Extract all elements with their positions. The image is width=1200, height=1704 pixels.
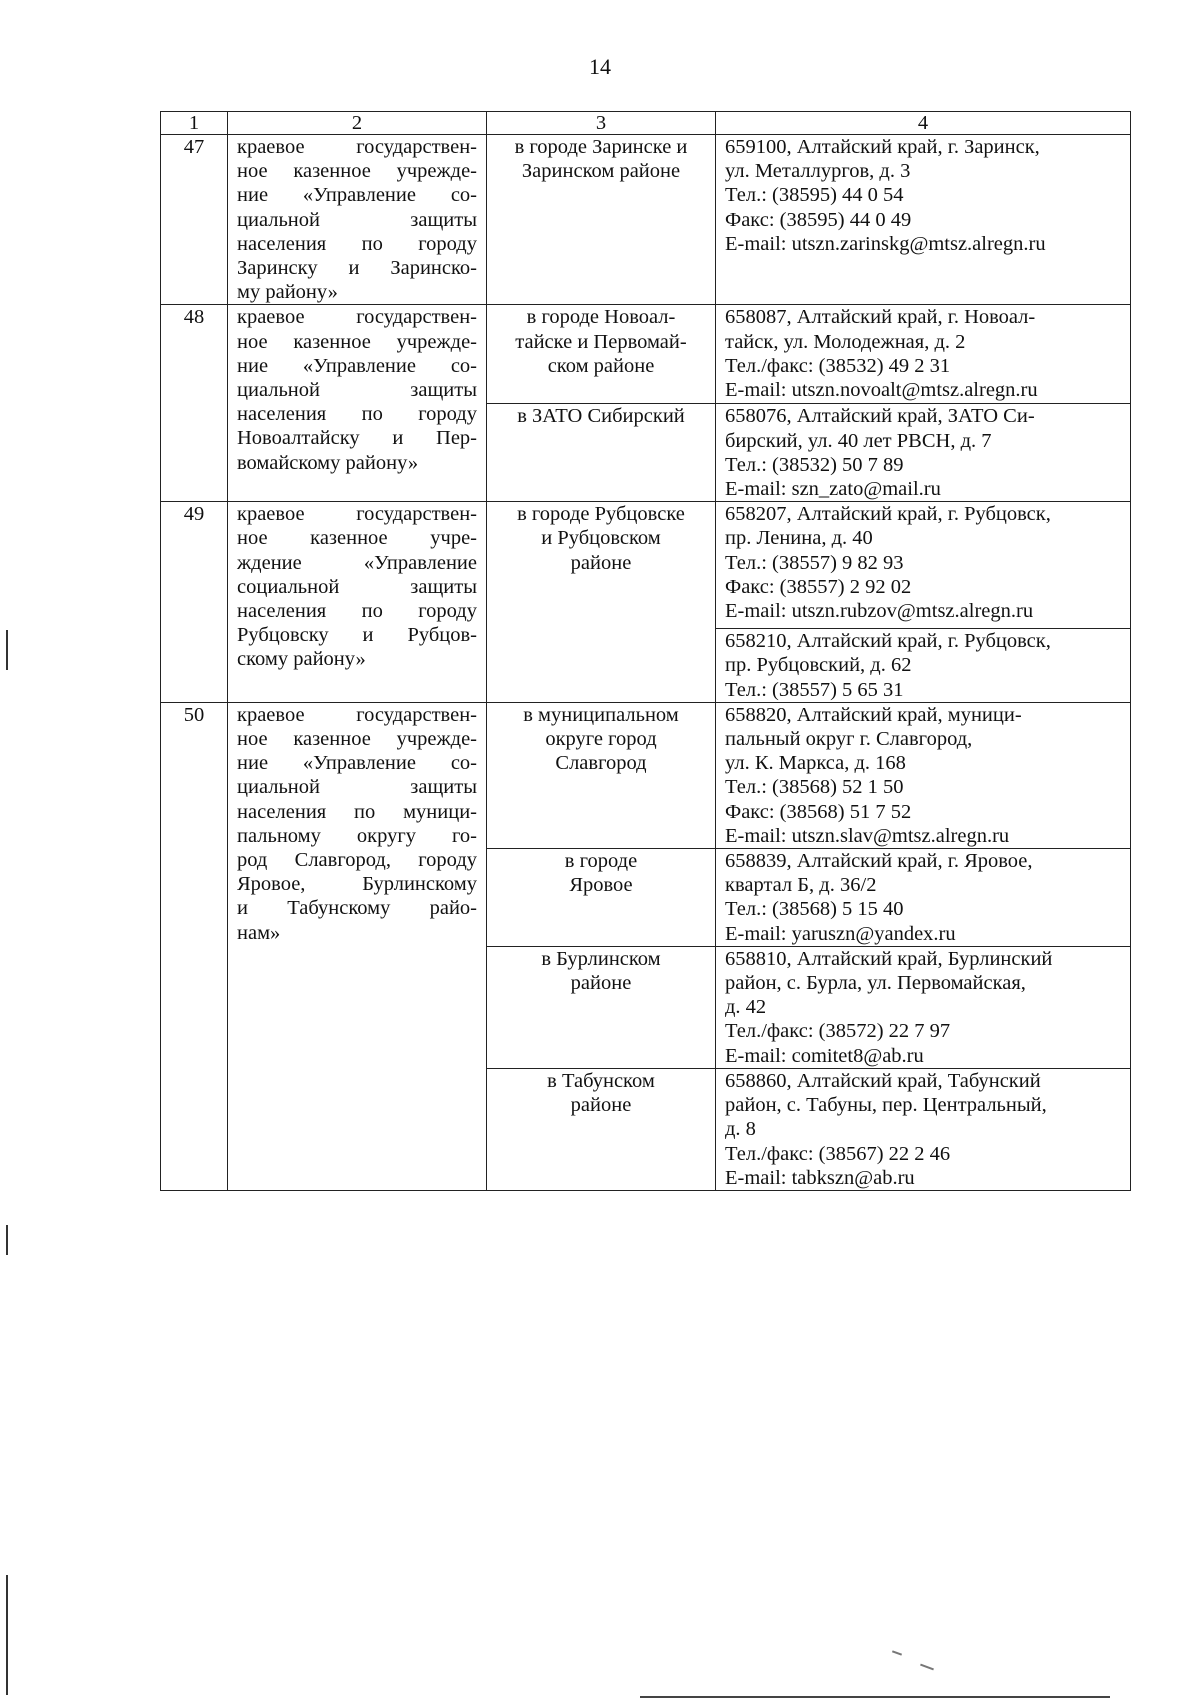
table-row [161,135,1131,305]
text-line: пальному округу го- [237,824,477,847]
text-line: Тел.: (38557) 9 82 93 [725,551,904,574]
text-line: ние «Управление со- [237,354,477,377]
text-line: род Славгород, городу [237,849,477,872]
text-line: краевое государствен- [237,503,477,526]
service-area [487,135,716,305]
table-row [161,702,1131,848]
table-row [161,305,1131,404]
text-line: Славгород [555,752,647,775]
column-header: 1 [161,112,228,135]
text-line: 658860, Алтайский край, Табунский [725,1069,1041,1092]
text-line: E-mail: comitet8@ab.ru [725,1044,924,1067]
text-line: д. 8 [725,1118,756,1141]
text-line: E-mail: utszn.slav@mtsz.alregn.ru [725,824,1010,847]
text-line: циальной защиты [237,208,477,231]
address-list [716,502,1130,702]
text-line: Яровое, Бурлинскому [237,873,477,896]
text-line: 658820, Алтайский край, муници- [725,703,1022,726]
service-area [487,702,716,848]
text-line: E-mail: utszn.rubzov@mtsz.alregn.ru [725,600,1034,623]
text-line: ском районе [547,354,655,377]
text-line: 658087, Алтайский край, г. Новоал- [725,306,1036,329]
text-line: Тел.: (38568) 52 1 50 [725,776,904,799]
text-line: ное казенное учрежде- [237,330,477,353]
text-line: Заринском районе [521,160,681,183]
text-line: округе город [545,728,657,751]
text-line: Факс: (38568) 51 7 52 [725,800,912,823]
header-row [161,112,1131,135]
address-block [716,502,1130,629]
text-line: 658810, Алтайский край, Бурлинский [725,947,1053,970]
row-number: 49 [161,502,228,703]
text-line: 658839, Алтайский край, г. Яровое, [725,850,1033,873]
text-line: пр. Рубцовский, д. 62 [725,654,912,677]
text-line: ное казенное учрежде- [237,728,477,751]
service-area [487,305,716,404]
text-line: пальный округ г. Славгород, [725,728,973,751]
contacts-table [160,111,1131,1191]
text-line: тайске и Первомай- [515,330,687,353]
text-line: район, с. Табуны, пер. Центральный, [725,1094,1047,1117]
contact-details [716,404,1131,502]
organization-name [228,135,487,305]
text-line: вомайскому району» [237,451,419,474]
text-line: циальной защиты [237,379,477,402]
text-line: ул. К. Маркса, д. 168 [725,752,906,775]
text-line: Тел./факс: (38567) 22 2 46 [725,1142,951,1165]
contact-details [716,502,1131,703]
text-line: нам» [237,921,281,944]
service-area [487,502,716,703]
column-header: 3 [487,112,716,135]
text-line: населения по муници- [237,800,477,823]
text-line: E-mail: utszn.zarinskg@mtsz.alregn.ru [725,232,1046,255]
text-line: тайск, ул. Молодежная, д. 2 [725,330,966,353]
table-body [161,112,1131,1191]
text-line: E-mail: yaruszn@yandex.ru [725,922,956,945]
text-line: скому району» [237,648,366,671]
text-line: Факс: (38557) 2 92 02 [725,575,912,598]
text-line: населения по городу [237,600,477,623]
text-line: Рубцовску и Рубцов- [237,624,477,647]
text-line: краевое государствен- [237,703,477,726]
text-line: бирский, ул. 40 лет РВСН, д. 7 [725,429,992,452]
text-line: районе [570,972,632,995]
scan-edge-mark [640,1696,1110,1698]
text-line: район, с. Бурла, ул. Первомайская, [725,972,1026,995]
text-line: циальной защиты [237,776,477,799]
service-area [487,849,716,947]
text-line: 658207, Алтайский край, г. Рубцовск, [725,503,1051,526]
text-line: краевое государствен- [237,306,477,329]
text-line: ждение «Управление [237,551,477,574]
column-header: 2 [228,112,487,135]
text-line: Яровое [569,874,633,897]
text-line: районе [570,1094,632,1117]
text-line: и Табунскому райо- [237,897,477,920]
text-line: социальной защиты [237,575,477,598]
text-line: пр. Ленина, д. 40 [725,527,873,550]
row-number: 48 [161,305,228,502]
text-line: Новоалтайску и Пер- [237,427,477,450]
contact-details [716,946,1131,1068]
text-line: Тел./факс: (38532) 49 2 31 [725,354,951,377]
text-line: в Бурлинском [541,947,661,970]
table-row [161,502,1131,703]
service-area [487,946,716,1068]
scan-edge-mark [6,1225,8,1255]
text-line: Факс: (38595) 44 0 49 [725,208,912,231]
text-line: в муниципальном [523,703,679,726]
text-line: населения по городу [237,232,477,255]
contact-details [716,135,1131,305]
text-line: Тел.: (38595) 44 0 54 [725,184,904,207]
contact-details [716,849,1131,947]
text-line: E-mail: tabkszn@ab.ru [725,1166,915,1189]
text-line: му району» [237,281,338,304]
organization-name [228,502,487,703]
contact-details [716,305,1131,404]
text-line: 658210, Алтайский край, г. Рубцовск, [725,630,1051,653]
scan-edge-mark [6,630,8,670]
text-line: в Табунском [547,1069,655,1092]
text-line: 658076, Алтайский край, ЗАТО Си- [725,405,1035,428]
column-header: 4 [716,112,1131,135]
service-area [487,404,716,502]
organization-name [228,305,487,502]
text-line: Тел.: (38557) 5 65 31 [725,678,904,701]
contact-details [716,1068,1131,1190]
text-line: квартал Б, д. 36/2 [725,874,877,897]
scan-speck [920,1664,934,1671]
text-line: Тел.: (38532) 50 7 89 [725,453,904,476]
scan-speck [892,1650,902,1655]
text-line: в городе [564,850,638,873]
text-line: и Рубцовском [541,527,661,550]
service-area [487,1068,716,1190]
text-line: в городе Новоал- [526,306,676,329]
text-line: в ЗАТО Сибирский [517,405,685,428]
organization-name [228,702,487,1190]
row-number: 50 [161,702,228,1190]
text-line: ул. Металлургов, д. 3 [725,160,911,183]
text-line: краевое государствен- [237,136,477,158]
text-line: в городе Заринске и [514,136,688,158]
text-line: населения по городу [237,403,477,426]
text-line: 659100, Алтайский край, г. Заринск, [725,136,1040,158]
contact-details [716,702,1131,848]
text-line: Тел.: (38568) 5 15 40 [725,898,904,921]
text-line: E-mail: szn_zato@mail.ru [725,478,941,501]
scan-edge-mark [6,1575,8,1695]
text-line: в городе Рубцовске [517,503,685,526]
text-line: E-mail: utszn.novoalt@mtsz.alregn.ru [725,379,1038,402]
text-line: районе [570,551,632,574]
text-line: ное казенное учре- [237,527,477,550]
page-number: 14 [589,54,611,79]
text-line: ние «Управление со- [237,752,477,775]
row-number: 47 [161,135,228,305]
text-line: ние «Управление со- [237,184,477,207]
text-line: Тел./факс: (38572) 22 7 97 [725,1020,951,1043]
text-line: ное казенное учрежде- [237,160,477,183]
address-block [716,629,1130,702]
text-line: д. 42 [725,996,767,1019]
text-line: Заринску и Заринско- [237,257,477,280]
